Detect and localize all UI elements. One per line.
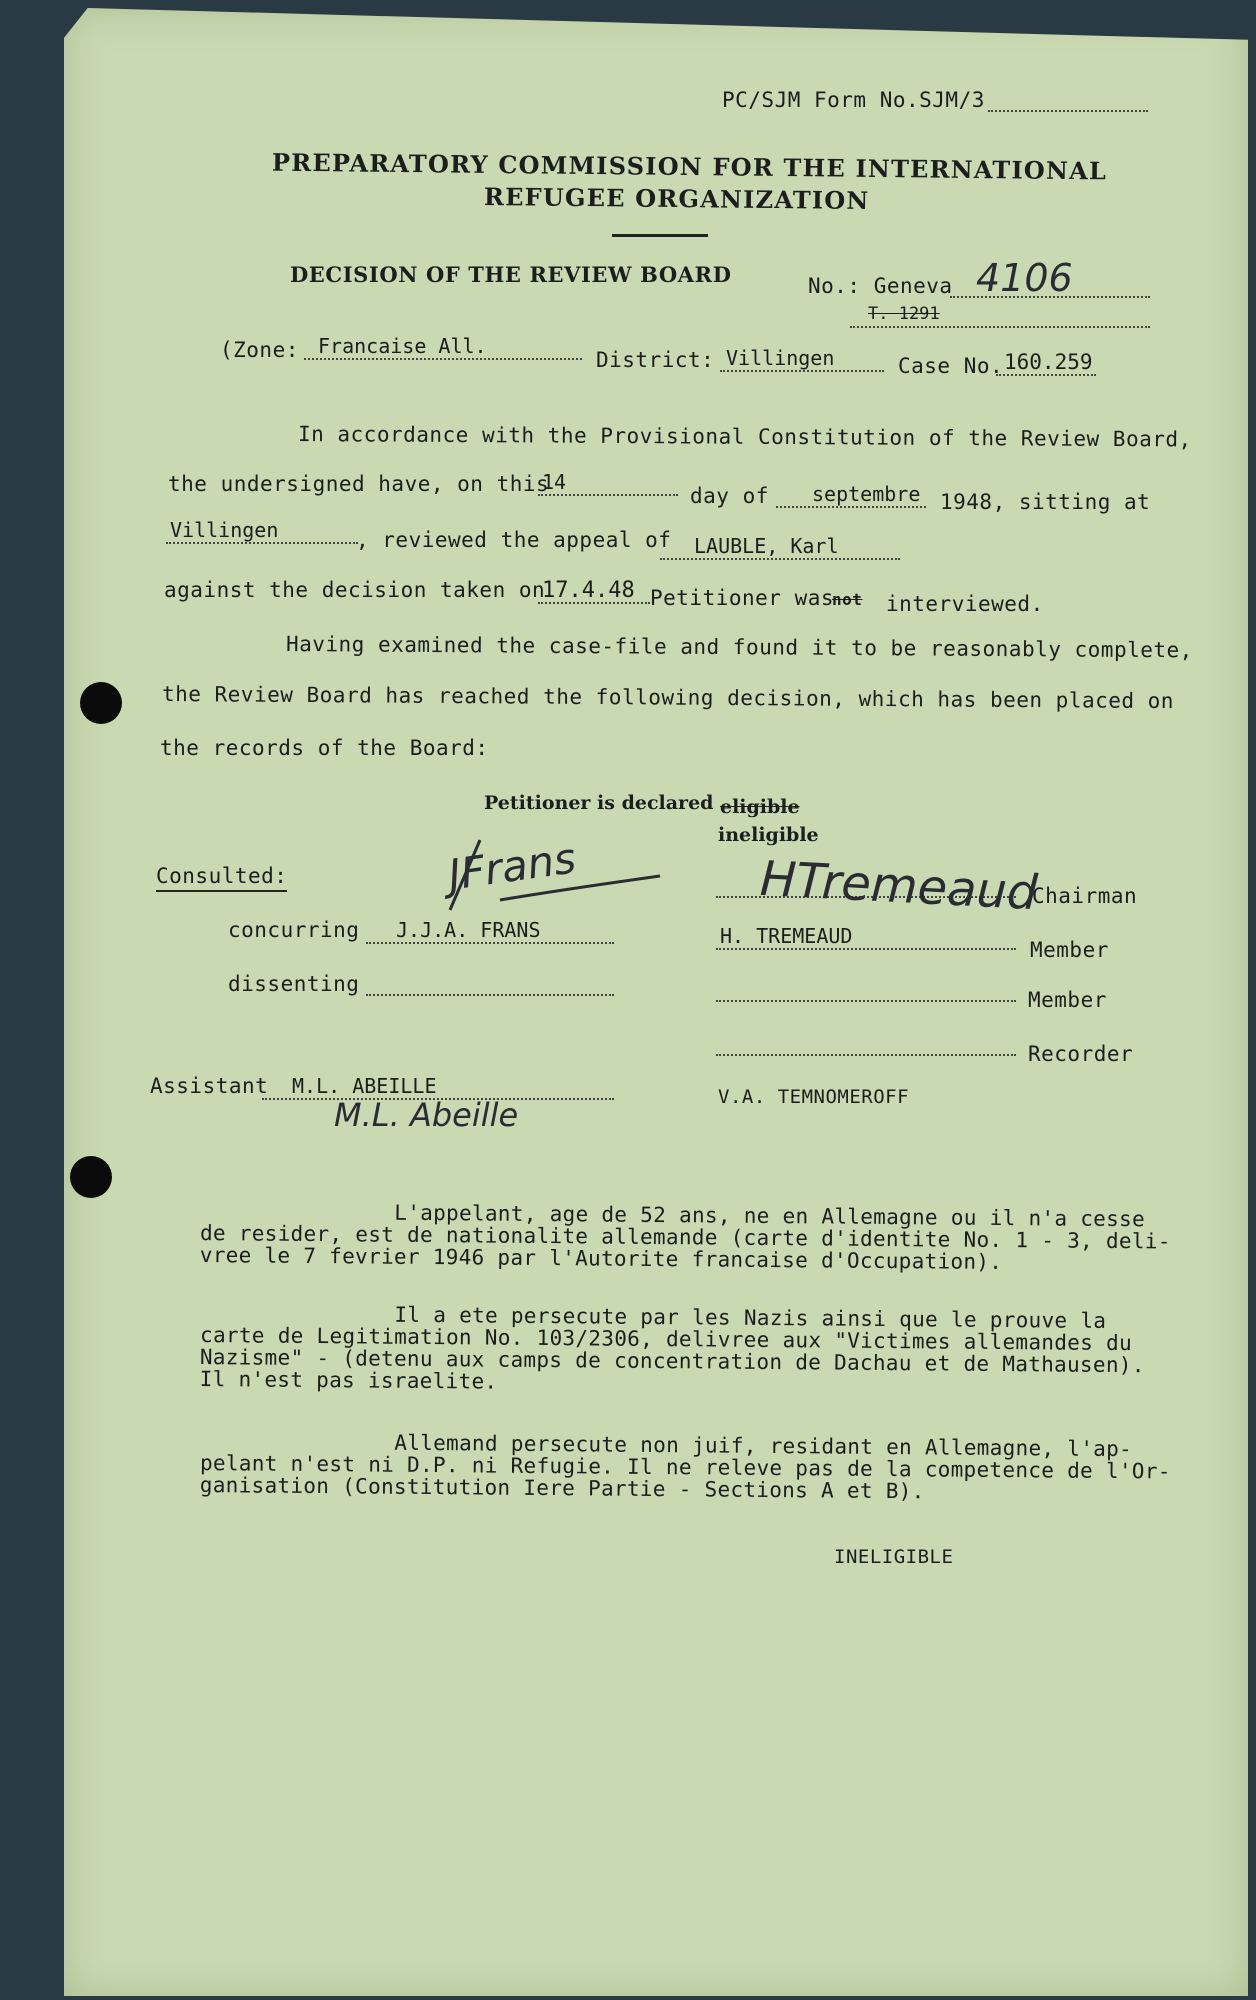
- title-line-1: PREPARATORY COMMISSION FOR THE INTERNATIONAL: [271, 147, 1108, 186]
- concurring-value: J.J.A. FRANS: [366, 918, 614, 944]
- consulted-label: Consulted:: [156, 864, 287, 892]
- conclusion: INELIGIBLE: [834, 1546, 954, 1568]
- form-number: PC/SJM Form No.SJM/3: [722, 88, 985, 112]
- assistant-label: Assistant: [150, 1074, 269, 1098]
- intro-line-2a: the undersigned have, on this: [168, 472, 550, 496]
- case-value: 160.259: [996, 350, 1096, 376]
- recorder-label: Recorder: [1028, 1042, 1134, 1066]
- geneva-no-label: No.: Geneva: [808, 274, 953, 298]
- assistant-value: M.L. ABEILLE: [262, 1074, 614, 1100]
- body-paragraph-1: L'appelant, age de 52 ans, ne en Allemagne ou il n'a cesse de resider, est de nationalite allemande (carte d'identite No. 1 - 3, deli- vree le 7 fevrier 1946 par l'Autorite francaise d'Occupation).: [199, 1199, 1171, 1275]
- day-value: 14: [538, 470, 678, 496]
- zone-value: Francaise All.: [304, 334, 582, 360]
- intro-line-5: Having examined the case-file and found it to be reasonably complete,: [285, 632, 1193, 663]
- appellant-value: LAUBLE, Karl: [660, 534, 900, 560]
- member2-line: [716, 1000, 1016, 1002]
- member2-label: Member: [1028, 988, 1107, 1012]
- verdict-struck: eligible: [720, 796, 800, 818]
- body-paragraph-2: Il a ete persecute par les Nazis ainsi que le prouve la carte de Legitimation No. 103/2306, delivree aux "Victimes allemandes du Nazisme" - (detenu aux camps de concentration de Dachau et de Mathausen). Il n'est pas israelite.: [199, 1301, 1145, 1394]
- interviewed-struck: not: [832, 590, 863, 609]
- intro-line-2c: 1948, sitting at: [940, 490, 1151, 514]
- decision-date-value: 17.4.48: [538, 578, 650, 604]
- intro-line-4c: interviewed.: [886, 592, 1044, 616]
- decision-heading: DECISION OF THE REVIEW BOARD: [290, 262, 732, 287]
- verdict-prefix: Petitioner is declared: [484, 792, 714, 814]
- geneva-no-struck: T. 1291: [850, 304, 1150, 328]
- concurring-label: concurring: [228, 918, 360, 942]
- form-number-line: [988, 110, 1148, 112]
- punch-hole-top: [80, 682, 122, 724]
- signature-frans: JFrans: [445, 833, 579, 900]
- intro-line-3a: , reviewed the appeal of: [356, 528, 672, 552]
- geneva-no-value: 4106: [950, 256, 1150, 298]
- signature-frans-flourish: [440, 830, 670, 920]
- signature-tremeaud: HTremeaud: [758, 850, 1039, 922]
- chairman-label: Chairman: [1032, 884, 1138, 908]
- intro-line-7: the records of the Board:: [160, 736, 489, 760]
- intro-line-4a: against the decision taken on: [164, 578, 546, 602]
- zone-label: (Zone:: [220, 338, 299, 362]
- punch-hole-bottom: [70, 1156, 112, 1198]
- intro-line-1: In accordance with the Provisional Constitution of the Review Board,: [297, 422, 1192, 452]
- intro-line-6: the Review Board has reached the following decision, which has been placed on: [161, 682, 1175, 714]
- body-paragraph-3: Allemand persecute non juif, residant en Allemagne, l'ap- pelant n'est ni D.P. ni Refugie. Il ne releve pas de la competence de l'Or- ganisation (Constitution Iere Partie - Sections A et B).: [199, 1429, 1171, 1504]
- district-label: District:: [596, 348, 715, 372]
- place-value: Villingen: [166, 518, 358, 544]
- title-line-2: REFUGEE ORGANIZATION: [483, 181, 870, 216]
- recorder-line: [716, 1054, 1016, 1056]
- case-label: Case No.: [898, 354, 1004, 378]
- member1-label: Member: [1030, 938, 1109, 962]
- intro-line-2b: day of: [690, 484, 769, 508]
- verdict-value: ineligible: [718, 824, 819, 846]
- recorder-value: V.A. TEMNOMEROFF: [718, 1086, 910, 1108]
- district-value: Villingen: [720, 346, 884, 372]
- signature-abeille: M.L. Abeille: [334, 1096, 519, 1134]
- dissenting-line: [366, 994, 614, 996]
- member1-value: H. TREMEAUD: [716, 924, 1016, 950]
- title-rule: [612, 234, 708, 237]
- dissenting-label: dissenting: [228, 972, 360, 996]
- month-value: septembre: [776, 482, 926, 508]
- intro-line-4b: Petitioner was: [650, 586, 835, 610]
